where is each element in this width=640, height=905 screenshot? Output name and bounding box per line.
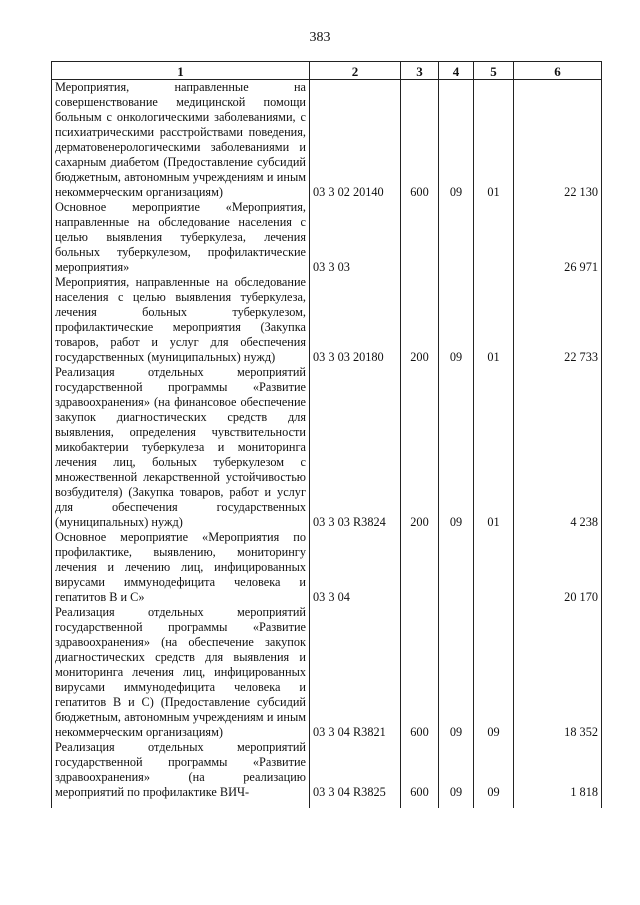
row-expense-type <box>401 530 439 605</box>
spacer-cell <box>310 800 401 808</box>
row-subsection: 01 <box>474 275 514 365</box>
row-code: 03 3 03 R3824 <box>310 365 401 530</box>
row-amount: 20 170 <box>514 530 602 605</box>
table-header <box>52 62 602 80</box>
row-amount: 18 352 <box>514 605 602 740</box>
spacer-cell <box>439 800 474 808</box>
row-subsection: 01 <box>474 365 514 530</box>
row-code: 03 3 04 <box>310 530 401 605</box>
budget-table <box>51 61 602 808</box>
row-amount: 26 971 <box>514 200 602 275</box>
column-header-5: 5 <box>474 62 514 80</box>
table-row <box>52 605 602 740</box>
row-description: Реализация отдельных мероприятий государственной программы «Развитие здравоохранения» (на реализацию мероприятий по профилактике ВИЧ- <box>52 740 310 800</box>
table-row <box>52 740 602 800</box>
column-header-3: 3 <box>401 62 439 80</box>
row-subsection <box>474 200 514 275</box>
row-description: Основное мероприятие «Мероприятия, направленные на обследование населения с целью выявления туберкулеза, лечения больных туберкулезом, профилактические мероприятия» <box>52 200 310 275</box>
row-subsection <box>474 530 514 605</box>
row-expense-type: 200 <box>401 365 439 530</box>
row-subsection: 01 <box>474 80 514 201</box>
spacer-cell <box>52 800 310 808</box>
row-description: Реализация отдельных мероприятий государственной программы «Развитие здравоохранения» (на финансовое обеспечение закупок диагностических средств для выявления, определения чувствительности микобактерии туберкулеза и мониторинга лечения лиц, больных туберкулезом с множественной лекарственной устойчивостью возбудителя) (Закупка товаров, работ и услуг для обеспечения государственных (муниципальных) нужд) <box>52 365 310 530</box>
column-header-6: 6 <box>514 62 602 80</box>
row-section: 09 <box>439 740 474 800</box>
row-amount: 1 818 <box>514 740 602 800</box>
row-code: 03 3 04 R3821 <box>310 605 401 740</box>
row-expense-type: 600 <box>401 740 439 800</box>
row-description: Реализация отдельных мероприятий государственной программы «Развитие здравоохранения» (на обеспечение закупок диагностических средств для выявления и мониторинга лечения лиц, инфицированных вирусами иммунодефицита человека и гепатитов В и С) (Предоставление субсидий бюджетным, автономным учреждениям и иным некоммерческим организациям) <box>52 605 310 740</box>
column-header-2: 2 <box>310 62 401 80</box>
row-section: 09 <box>439 605 474 740</box>
row-code: 03 3 04 R3825 <box>310 740 401 800</box>
table-row <box>52 275 602 365</box>
table-body <box>52 80 602 809</box>
table-row <box>52 80 602 201</box>
row-code: 03 3 02 20140 <box>310 80 401 201</box>
row-amount: 22 733 <box>514 275 602 365</box>
table-spacer-row <box>52 800 602 808</box>
row-section: 09 <box>439 80 474 201</box>
row-description: Мероприятия, направленные на обследование населения с целью выявления туберкулеза, лечения больных туберкулезом, профилактические мероприятия (Закупка товаров, работ и услуг для обеспечения государственных (муниципальных) нужд) <box>52 275 310 365</box>
row-expense-type: 600 <box>401 605 439 740</box>
row-section: 09 <box>439 275 474 365</box>
column-header-4: 4 <box>439 62 474 80</box>
table-row <box>52 200 602 275</box>
table-row <box>52 365 602 530</box>
page-number: 383 <box>309 30 331 45</box>
row-section <box>439 530 474 605</box>
row-subsection: 09 <box>474 740 514 800</box>
spacer-cell <box>401 800 439 808</box>
row-expense-type <box>401 200 439 275</box>
row-section: 09 <box>439 365 474 530</box>
column-header-1: 1 <box>52 62 310 80</box>
row-description: Основное мероприятие «Мероприятия по профилактике, выявлению, мониторингу лечения и лечению лиц, инфицированных вирусами иммунодефицита человека и гепатитов В и С» <box>52 530 310 605</box>
row-expense-type: 600 <box>401 80 439 201</box>
row-amount: 22 130 <box>514 80 602 201</box>
spacer-cell <box>514 800 602 808</box>
row-description: Мероприятия, направленные на совершенствование медицинской помощи больным с онкологическими заболеваниями, с психиатрическими расстройствами поведения, дерматовенерологическими заболеваниями и сахарным диабетом (Предоставление субсидий бюджетным, автономным учреждениям и иным некоммерческим организациям) <box>52 80 310 201</box>
header-row <box>52 62 602 80</box>
spacer-cell <box>474 800 514 808</box>
table-row <box>52 530 602 605</box>
row-section <box>439 200 474 275</box>
row-code: 03 3 03 <box>310 200 401 275</box>
row-expense-type: 200 <box>401 275 439 365</box>
row-code: 03 3 03 20180 <box>310 275 401 365</box>
row-subsection: 09 <box>474 605 514 740</box>
row-amount: 4 238 <box>514 365 602 530</box>
